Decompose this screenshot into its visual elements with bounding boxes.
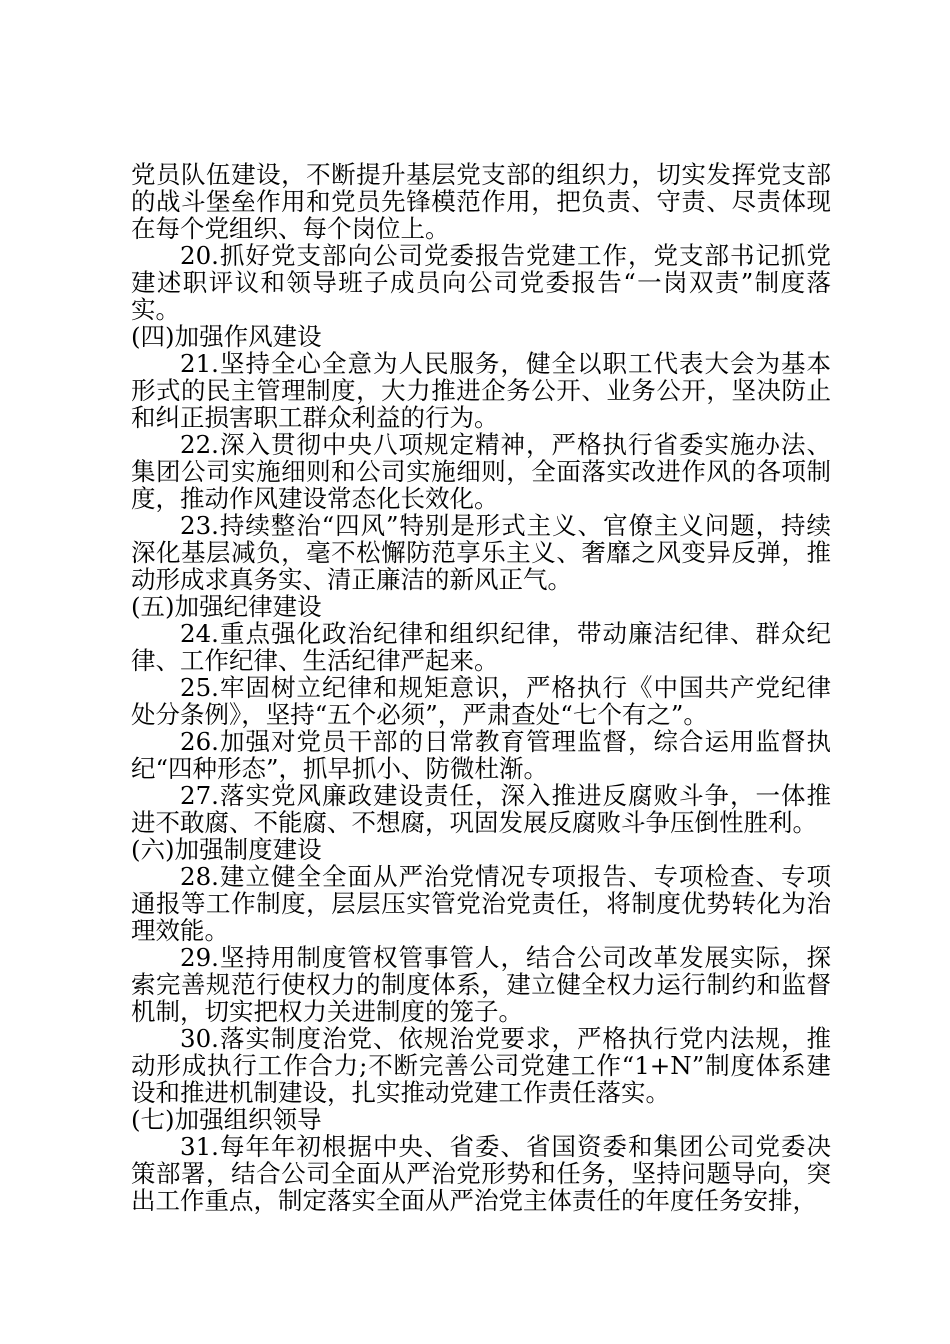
paragraph-item-28: 28.建立健全全面从严治党情况专项报告、专项检查、专项通报等工作制度，层层压实管党治党责任，将制度优势转化为治理效能。 [131,862,831,945]
section-heading-6: (六)加强制度建设 [131,835,322,864]
paragraph-continuation: 党员队伍建设，不断提升基层党支部的组织力，切实发挥党支部的战斗堡垒作用和党员先锋模范作用，把负责、守责、尽责体现在每个党组织、每个岗位上。 [131,160,831,243]
paragraph-item-31: 31.每年年初根据中央、省委、省国资委和集团公司党委决策部署，结合公司全面从严治党形势和任务，坚持问题导向，突出工作重点，制定落实全面从严治党主体责任的年度任务安排， [131,1132,831,1215]
paragraph-item-30: 30.落实制度治党、依规治党要求，严格执行党内法规，推动形成执行工作合力;不断完善公司党建工作“1+N”制度体系建设和推进机制建设，扎实推动党建工作责任落实。 [131,1024,831,1107]
section-heading-7: (七)加强组织领导 [131,1105,322,1134]
section-heading-5: (五)加强纪律建设 [131,592,322,621]
document-page [131,161,831,1214]
paragraph-item-20: 20.抓好党支部向公司党委报告党建工作，党支部书记抓党建述职评议和领导班子成员向公司党委报告“一岗双责”制度落实。 [131,241,831,324]
paragraph-item-27: 27.落实党风廉政建设责任，深入推进反腐败斗争，一体推进不敢腐、不能腐、不想腐，巩固发展反腐败斗争压倒性胜利。 [131,781,831,837]
paragraph-item-23: 23.持续整治“四风”特别是形式主义、官僚主义问题，持续深化基层减负，毫不松懈防范享乐主义、奢靡之风变异反弹，推动形成求真务实、清正廉洁的新风正气。 [131,511,831,594]
paragraph-item-21: 21.坚持全心全意为人民服务，健全以职工代表大会为基本形式的民主管理制度，大力推进企务公开、业务公开，坚决防止和纠正损害职工群众利益的行为。 [131,349,831,432]
paragraph-item-24: 24.重点强化政治纪律和组织纪律，带动廉洁纪律、群众纪律、工作纪律、生活纪律严起来。 [131,619,831,675]
paragraph-item-29: 29.坚持用制度管权管事管人，结合公司改革发展实际，探索完善规范行使权力的制度体系，建立健全权力运行制约和监督机制，切实把权力关进制度的笼子。 [131,943,831,1026]
paragraph-item-26: 26.加强对党员干部的日常教育管理监督，综合运用监督执纪“四种形态”，抓早抓小、防微杜渐。 [131,727,831,783]
paragraph-item-25: 25.牢固树立纪律和规矩意识，严格执行《中国共产党纪律处分条例》，坚持“五个必须”，严肃查处“七个有之”。 [131,673,831,729]
paragraph-item-22: 22.深入贯彻中央八项规定精神，严格执行省委实施办法、集团公司实施细则和公司实施细则，全面落实改进作风的各项制度，推动作风建设常态化长效化。 [131,430,831,513]
section-heading-4: (四)加强作风建设 [131,322,322,351]
